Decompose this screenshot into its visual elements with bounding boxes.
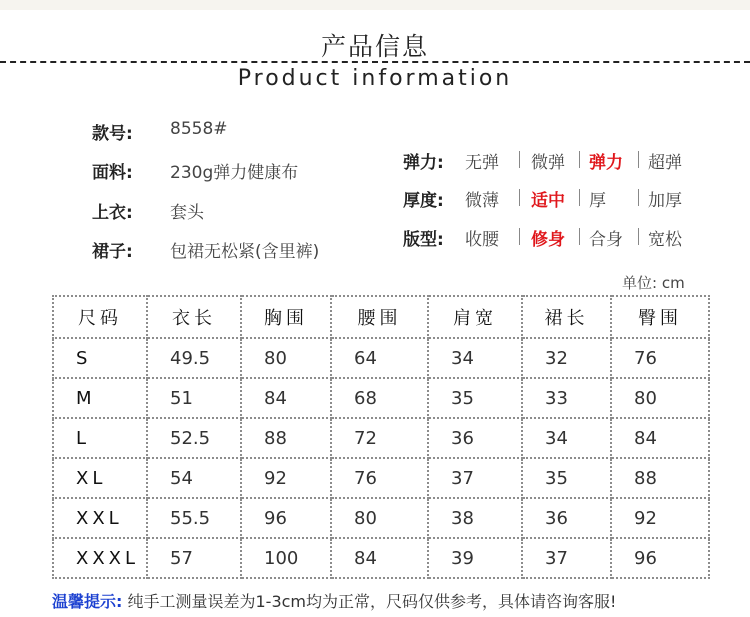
attr-option: 微弹 bbox=[531, 153, 565, 173]
table-cell: 37 bbox=[522, 538, 611, 578]
table-cell-size: XXXL bbox=[53, 538, 147, 578]
attr-option: 加厚 bbox=[648, 191, 682, 211]
table-row bbox=[53, 338, 709, 378]
table-cell: 92 bbox=[241, 458, 331, 498]
table-row bbox=[53, 418, 709, 458]
table-row bbox=[53, 378, 709, 418]
table-cell-size: XL bbox=[53, 458, 147, 498]
attr-label: 弹力: bbox=[403, 153, 444, 173]
table-cell-size: S bbox=[53, 338, 147, 378]
table-row bbox=[53, 458, 709, 498]
table-cell: 64 bbox=[331, 338, 428, 378]
table-cell: 80 bbox=[331, 498, 428, 538]
table-cell: 38 bbox=[428, 498, 522, 538]
attr-thickness bbox=[403, 186, 733, 210]
top-strip bbox=[0, 0, 750, 10]
table-header-cell: 尺码 bbox=[53, 296, 147, 338]
table-cell-size: M bbox=[53, 378, 147, 418]
title-divider bbox=[0, 61, 750, 63]
table-cell: 49.5 bbox=[147, 338, 241, 378]
table-cell: 84 bbox=[611, 418, 709, 458]
table-cell: 84 bbox=[241, 378, 331, 418]
attr-separator bbox=[519, 189, 520, 206]
attr-option: 适中 bbox=[531, 191, 565, 211]
info-value: 套头 bbox=[170, 203, 204, 223]
info-value: 8558# bbox=[170, 119, 228, 139]
table-cell: 92 bbox=[611, 498, 709, 538]
table-cell: 39 bbox=[428, 538, 522, 578]
table-header-cell: 胸围 bbox=[241, 296, 331, 338]
table-cell: 51 bbox=[147, 378, 241, 418]
attr-label: 版型: bbox=[403, 230, 444, 250]
attr-fit bbox=[403, 225, 733, 249]
attr-separator bbox=[579, 189, 580, 206]
page-subtitle: Product information bbox=[237, 66, 513, 91]
table-row bbox=[53, 498, 709, 538]
table-cell-size: L bbox=[53, 418, 147, 458]
info-label: 款号: bbox=[92, 124, 133, 144]
table-cell: 72 bbox=[331, 418, 428, 458]
table-header-cell: 腰围 bbox=[331, 296, 428, 338]
table-header-cell: 衣长 bbox=[147, 296, 241, 338]
attr-option: 超弹 bbox=[648, 153, 682, 173]
note-text: 纯手工测量误差为1-3cm均为正常，尺码仅供参考，具体请咨询客服! bbox=[127, 592, 617, 611]
attr-separator bbox=[638, 151, 639, 168]
table-cell: 76 bbox=[611, 338, 709, 378]
table-cell: 35 bbox=[522, 458, 611, 498]
attr-option: 弹力 bbox=[589, 153, 623, 173]
size-table bbox=[52, 295, 710, 579]
attr-option: 修身 bbox=[531, 230, 565, 250]
table-cell: 88 bbox=[611, 458, 709, 498]
table-cell: 33 bbox=[522, 378, 611, 418]
table-cell-size: XXL bbox=[53, 498, 147, 538]
table-cell: 55.5 bbox=[147, 498, 241, 538]
attr-separator bbox=[519, 151, 520, 168]
table-header-cell: 肩宽 bbox=[428, 296, 522, 338]
table-cell: 96 bbox=[611, 538, 709, 578]
table-cell: 80 bbox=[611, 378, 709, 418]
table-cell: 84 bbox=[331, 538, 428, 578]
attr-separator bbox=[638, 189, 639, 206]
table-cell: 57 bbox=[147, 538, 241, 578]
attr-option: 宽松 bbox=[648, 230, 682, 250]
table-cell: 32 bbox=[522, 338, 611, 378]
table-cell: 52.5 bbox=[147, 418, 241, 458]
table-cell: 54 bbox=[147, 458, 241, 498]
info-value: 230g弹力健康布 bbox=[170, 163, 299, 183]
table-cell: 80 bbox=[241, 338, 331, 378]
attr-option: 微薄 bbox=[465, 191, 499, 211]
table-cell: 68 bbox=[331, 378, 428, 418]
attr-separator bbox=[638, 228, 639, 245]
table-row bbox=[53, 538, 709, 578]
table-header-row bbox=[53, 296, 709, 338]
page-title: 产品信息 bbox=[320, 32, 429, 61]
attr-option: 厚 bbox=[589, 191, 606, 211]
attr-label: 厚度: bbox=[403, 191, 444, 211]
table-cell: 34 bbox=[522, 418, 611, 458]
table-cell: 35 bbox=[428, 378, 522, 418]
table-cell: 100 bbox=[241, 538, 331, 578]
table-cell: 88 bbox=[241, 418, 331, 458]
table-cell: 96 bbox=[241, 498, 331, 538]
table-header-cell: 臀围 bbox=[611, 296, 709, 338]
info-label: 面料: bbox=[92, 163, 133, 183]
unit-label: 单位: cm bbox=[622, 274, 685, 292]
table-cell: 36 bbox=[428, 418, 522, 458]
table-cell: 36 bbox=[522, 498, 611, 538]
info-label: 上衣: bbox=[92, 203, 133, 223]
note-label: 温馨提示: bbox=[52, 592, 123, 611]
attr-option: 收腰 bbox=[465, 230, 499, 250]
table-cell: 37 bbox=[428, 458, 522, 498]
attr-option: 无弹 bbox=[465, 153, 499, 173]
attr-option: 合身 bbox=[589, 230, 623, 250]
table-header-cell: 裙长 bbox=[522, 296, 611, 338]
attr-separator bbox=[579, 228, 580, 245]
attr-separator bbox=[519, 228, 520, 245]
table-cell: 76 bbox=[331, 458, 428, 498]
info-value: 包裙无松紧(含里裤) bbox=[170, 242, 320, 262]
attr-separator bbox=[579, 151, 580, 168]
table-cell: 34 bbox=[428, 338, 522, 378]
info-label: 裙子: bbox=[92, 242, 133, 262]
measurement-note bbox=[52, 589, 616, 612]
attr-elasticity bbox=[403, 148, 733, 172]
